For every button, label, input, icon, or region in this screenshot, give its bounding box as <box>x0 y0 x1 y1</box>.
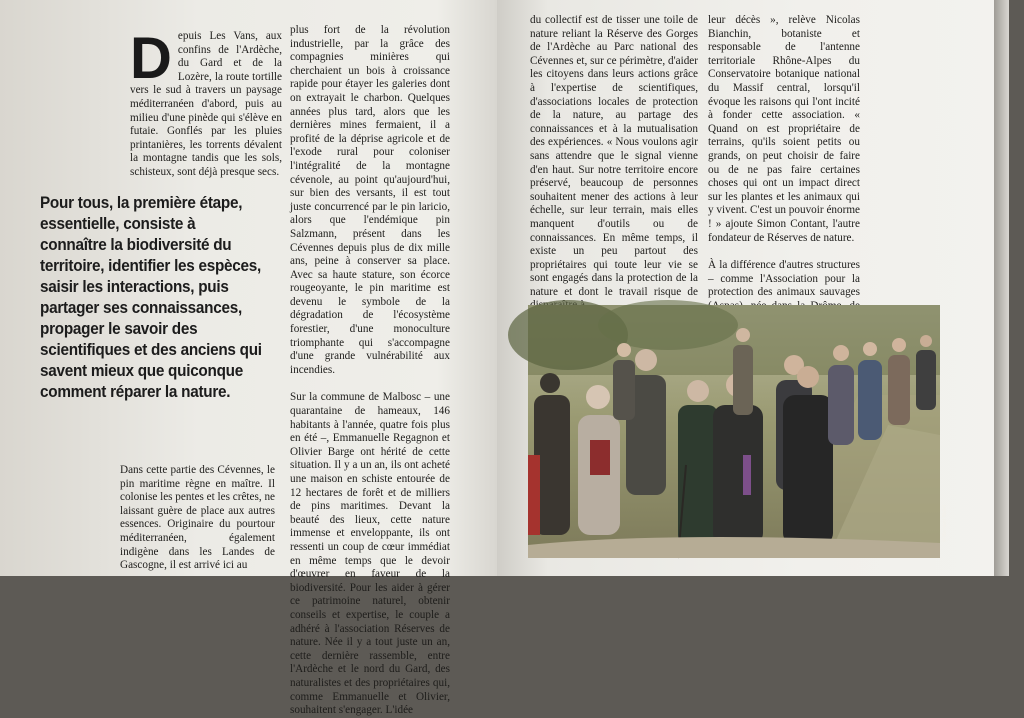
left-column-1-intro <box>130 26 282 180</box>
hikers-photo-illustration <box>528 305 940 558</box>
page-edge <box>994 0 1009 576</box>
photo-credit: © Bernard Ballet <box>942 505 948 542</box>
right-column-1: du collectif est de tisser une toile de nature reliant la Réserve des Gorges de l'Ardèche au Parc national des Cévennes et, sur ce périmètre, d'aider les citoyens dans leurs actions grâce à l'expertise de scientifiques, d'associations locales de protection de la nature, au partage des connaissances et à la mutualisation des expériences. « Nous voulons agir sans attendre que le signal vienne d'en haut. Sur notre territoire encore préservé, beaucoup de personnes souhaitent mener des actions à leur échelle, sur leur terrain, mais elles manquent d'outils ou de connaissances. En même temps, il existe un peu partout des propriétaires qui toute leur vie se sont engagés dans la protection de la nature et dont le travail risque de <box>530 14 698 298</box>
paragraph: leur décès », relève Nicolas Bianchin, botaniste et responsable de l'antenne territoriale Rhône-Alpes du Conservatoire botanique national du Massif central, lorsqu'il évoque les raisons qui l'ont incité à fonder cette association. « Quand on est propriétaire de terrains, qu'ils soient petits ou grands, on peut choisir de faire ou de ne pas faire certaines choses qui ont un impact direct sur les plantes et les animaux qui y vivent. C'est un pouvoir énorme ! » ajoute Simon Contant, l'autre fondateur de Réserves de nature. <box>708 14 860 244</box>
left-column-1-lower: Dans cette partie des Cévennes, le pin maritime règne en maître. Il colonise les pentes et les crêtes, ne laissant guère de place aux autres essences. Originaire du pourtour méditerranéen, également indigène dans les Landes de Gascogne, il est arrivé ici au <box>120 464 276 572</box>
left-column-2 <box>290 24 450 718</box>
paragraph: Sur la commune de Malbosc – une quarantaine de hameaux, 146 habitants à l'année, quatre fois plus en été –, Emmanuelle Regagnon et Olivier Barge ont hérité de cette situation. Il y a un an, ils ont acheté une maison en schiste entourée de 12 hectares de forêt et de milliers de pins maritimes. Devant la beauté des lieux, cette nature immense et enveloppante, ils ont ressenti un coup de cœur immédiat en même temps que le devoir d'œuvrer en faveur de la biodiversité. Pour les aider à gérer ce patrimoine naturel, obtenir conseils et expertise, le couple a adhéré à l'association Réserves de nature. Née il y a tout juste un an, cette dernière rassemble, entre l'Ardèche et le nord du Gard, des naturalistes et des propriétaires qui, comme Emmanuelle et Olivier, souhaitent s'engager. L'idée <box>290 391 450 717</box>
drop-cap: D <box>130 26 172 91</box>
left-page <box>0 0 497 717</box>
paragraph: plus fort de la révolution industrielle, par la grâce des compagnies minières qui cherchaient un bois à croissance rapide pour étayer les galeries dont on extrayait le charbon. Quelques années plus tard, alors que les dernières mines fermaient, il a profité de la déprise agricole et de l'exode rural pour coloniser l'intégralité de la montagne cévenole, au point qu'aujourd'hui, sur bien des versants, il est tout juste concurrencé par le pin laricio, alors que l'endémique pin Salzmann, présent dans les Cévennes depuis plus de dix mille ans, peine à conserver sa place. Avec sa haute stature, son écorce rougeoyante, le pin maritime est devenu le symbole de la dégradation de l'écosystème forestier, d'une monoculture triomphante qui s'accompagne d'une grande vulnérabilité aux incendies. <box>290 24 450 376</box>
right-column-2 <box>708 14 860 341</box>
article-photo <box>528 305 948 558</box>
intro-paragraph: epuis Les Vans, aux confins de l'Ardèche, du Gard et de la Lozère, la route tortille vers le sud à travers un paysage méditerranéen d'abord, puis au milieu d'une pinède qui s'élève en futaie. Gonflés par les pluies printanières, les torrents dévalent la montagne tandis que les sols, schisteux, sont déjà presque secs. <box>130 30 282 178</box>
pull-quote: Pour tous, la première étape, essentielle, consiste à connaître la biodiversité du territoire, identifier les espèces, saisir les interactions, puis partager ses connaissances, propager le savoir des scientifiques et des anciens qui savent mieux que quiconque comment réparer la nature. <box>40 193 262 401</box>
paragraph: À la différence d'autres structures – comme l'Association pour la protection des animaux sauvages <box>708 259 860 299</box>
